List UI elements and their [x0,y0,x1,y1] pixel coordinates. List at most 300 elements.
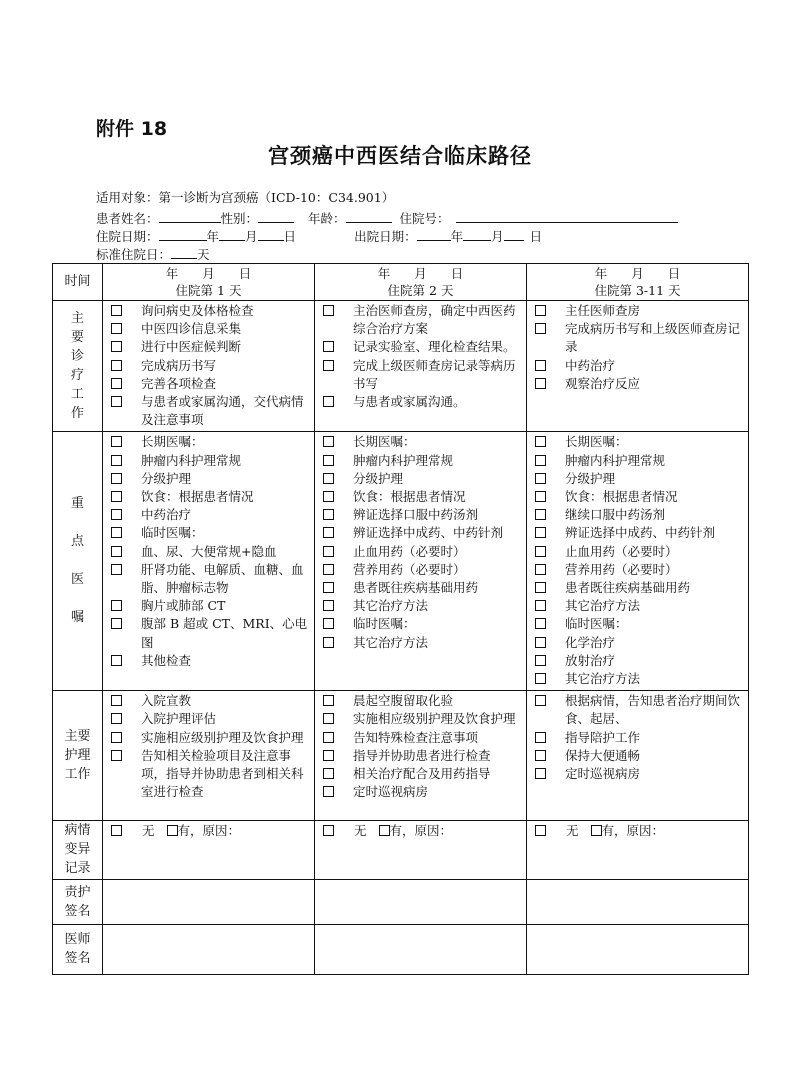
checkbox[interactable] [323,305,334,316]
checkbox[interactable] [111,491,122,502]
checklist-item [111,561,310,597]
checklist [527,691,748,785]
item-text: 辨证选择中成药、中药针剂 [565,525,716,541]
checkbox[interactable] [111,509,122,520]
item-text: 肿瘤内科护理常规 [353,452,454,468]
checkbox[interactable] [323,600,334,611]
item-text: 根据病情，告知患者治疗期间饮食、起居、 [565,693,741,727]
cell-day-3 [527,432,749,691]
signature-cell-1[interactable] [103,880,315,925]
checklist-item [535,302,744,320]
discharge-year-unit: 年 [450,229,464,244]
date-unit: 日 [450,266,464,281]
checkbox[interactable] [535,582,546,593]
checkbox[interactable] [111,564,122,575]
checklist-item [535,561,744,579]
row-header [53,432,103,691]
checklist-item [323,692,522,710]
checklist-item [111,452,310,470]
cell-day-1 [103,691,315,821]
item-text: 入院宣教 [141,693,192,709]
patient-name-label: 患者姓名： [96,211,159,226]
cell-day-2 [315,691,527,821]
checklist-item [111,615,310,651]
discharge-day-unit: 日 [529,229,543,244]
admit-year-field[interactable] [159,226,207,241]
page-title: 宫颈癌中西医结合临床路径 [268,144,532,168]
checkbox[interactable] [535,378,546,389]
checkbox[interactable] [535,732,546,743]
checklist-item [111,338,310,356]
hospital-no-label: 住院号： [399,211,450,226]
checklist-item [535,597,744,615]
variation-cell-2 [315,821,527,880]
checklist [103,691,314,803]
checkbox[interactable] [111,527,122,538]
none-label: 无 [142,823,155,839]
item-text: 营养用药（必要时） [565,561,678,577]
row-header [53,880,103,925]
item-text: 分级护理 [141,470,192,486]
checkbox-yes[interactable] [591,825,602,836]
checklist-item [535,747,744,765]
checkbox[interactable] [111,455,122,466]
checkbox[interactable] [323,527,334,538]
checklist-item [111,357,310,375]
checklist-item [111,433,310,451]
checklist-item [535,320,744,356]
checklist [315,691,526,803]
standard-days-label: 标准住院日： [96,247,172,262]
signature-cell-3[interactable] [527,925,749,975]
checkbox[interactable] [323,436,334,447]
checkbox[interactable] [111,750,122,761]
checkbox[interactable] [535,360,546,371]
item-text: 长期医嘱： [565,434,628,450]
checkbox-none[interactable] [323,825,334,836]
admit-day-field[interactable] [258,226,284,241]
checkbox[interactable] [323,396,334,407]
checkbox-yes[interactable] [379,825,390,836]
yes-reason-label: 有，原因： [601,823,665,839]
checkbox[interactable] [535,618,546,629]
item-text: 观察治疗反应 [565,375,641,391]
day-label: 住院第 3-11 天 [594,283,681,298]
item-text: 与患者或家属沟通。 [353,394,466,410]
time-header [53,264,103,301]
item-text: 定时巡视病房 [565,766,641,782]
checkbox[interactable] [111,360,122,371]
checkbox[interactable] [535,600,546,611]
checklist-item [111,302,310,320]
checkbox[interactable] [111,323,122,334]
checklist-item [111,393,310,429]
item-text: 晨起空腹留取化验 [353,693,454,709]
admit-month-field[interactable] [219,226,245,241]
day-header-3 [527,264,749,301]
checkbox[interactable] [323,491,334,502]
item-text: 继续口服中药汤剂 [565,507,666,523]
checkbox[interactable] [323,618,334,629]
discharge-day-field[interactable] [504,226,524,241]
date-unit: 月 [631,266,644,281]
checklist-item [323,393,522,411]
item-text: 止血用药（必要时） [565,543,678,559]
checkbox-none[interactable] [535,825,546,836]
checkbox[interactable] [535,473,546,484]
item-text: 与患者或家属沟通，交代病情及注意事项 [141,394,304,428]
item-text: 告知相关检验项目及注意事项，指导并协助患者到相关科室进行检查 [141,747,304,800]
nurse-signature-row [53,880,749,925]
checklist-item [323,615,522,633]
standard-days-line [96,244,756,264]
yes-reason-label: 有，原因： [389,823,453,839]
checklist-item [323,524,522,542]
checklist-item [535,634,744,652]
main-diagnosis-row [53,301,749,432]
date-unit: 月 [202,266,215,281]
date-line [315,265,526,282]
checklist-item [535,488,744,506]
checklist-item [111,506,310,524]
item-text: 保持大便通畅 [565,747,641,763]
item-text: 主治医师查房，确定中西医药综合治疗方案 [353,303,516,337]
checkbox[interactable] [323,732,334,743]
checkbox[interactable] [323,473,334,484]
checklist-item [111,692,310,710]
cell-day-1 [103,432,315,691]
item-text: 辨证选择口服中药汤剂 [353,507,479,523]
checklist-item [323,710,522,728]
checklist [527,301,748,395]
checklist-item [111,488,310,506]
item-text: 长期医嘱： [353,434,416,450]
annex-label: 附件 18 [96,118,168,140]
item-text: 放射治疗 [565,652,616,668]
checklist-item [323,488,522,506]
header-row [53,264,749,301]
variation-line [103,821,314,841]
yes-reason-label: 有，原因： [177,823,241,839]
checkbox-none[interactable] [111,825,122,836]
checkbox[interactable] [535,323,546,334]
patient-name-field[interactable] [159,208,221,223]
checklist-item [111,470,310,488]
dates-line [96,226,756,246]
checklist-item [323,357,522,393]
item-text: 长期医嘱： [141,434,204,450]
checklist [315,432,526,653]
item-text: 血、尿、大便常规+隐血 [141,543,277,559]
none-label: 无 [566,823,579,839]
checkbox[interactable] [323,750,334,761]
cell-day-2 [315,432,527,691]
checkbox[interactable] [535,564,546,575]
row-label-text: 重 点 医 嘱 [70,496,84,626]
checkbox[interactable] [111,378,122,389]
item-text: 饮食：根据患者情况 [141,489,254,505]
item-text: 患者既往疾病基础用药 [565,580,691,596]
item-text: 止血用药（必要时） [353,543,466,559]
row-header [53,691,103,821]
item-text: 其他检查 [141,652,192,668]
row-header [53,925,103,975]
checklist-item [111,747,310,802]
main-nursing-row [53,691,749,821]
checklist-item [535,729,744,747]
checkbox[interactable] [535,695,546,706]
checklist-item [323,729,522,747]
standard-days-unit: 天 [197,247,210,262]
checkbox[interactable] [111,655,122,666]
item-text: 其它治疗方法 [353,598,429,614]
checklist-item [323,506,522,524]
row-label-text: 主 要 诊 疗 工 作 [70,310,84,421]
checkbox[interactable] [323,768,334,779]
checkbox[interactable] [535,637,546,648]
checkbox[interactable] [111,305,122,316]
day-header-1 [103,264,315,301]
checklist-item [323,433,522,451]
item-text: 指导陪护工作 [565,729,641,745]
none-label: 无 [354,823,367,839]
checklist-item [535,543,744,561]
checklist-item [323,470,522,488]
item-text: 其它治疗方法 [565,671,641,687]
checkbox[interactable] [111,732,122,743]
row-label-text: 病情 变异 记录 [64,823,91,877]
signature-cell-2[interactable] [315,880,527,925]
item-text: 临时医嘱： [141,525,204,541]
checkbox[interactable] [111,473,122,484]
item-text: 入院护理评估 [141,711,217,727]
checklist-item [111,729,310,747]
signature-cell-3[interactable] [527,880,749,925]
item-text: 临时医嘱： [353,616,416,632]
day-label: 住院第 1 天 [175,283,242,298]
checklist-item [323,765,522,783]
variation-line [315,821,526,841]
checkbox[interactable] [535,509,546,520]
item-text: 主任医师查房 [565,303,641,318]
checklist-item [535,506,744,524]
cell-day-2 [315,301,527,432]
item-text: 完成上级医师查房记录等病历书写 [353,357,516,391]
item-text: 分级护理 [353,470,404,486]
item-text: 指导并协助患者进行检查 [353,747,491,763]
checklist-item [111,543,310,561]
item-text: 肝肾功能、电解质、血糖、血脂、肿瘤标志物 [141,561,304,596]
checkbox[interactable] [535,768,546,779]
checklist-item [535,452,744,470]
checklist [315,301,526,413]
checkbox[interactable] [323,341,334,352]
item-text: 实施相应级别护理及饮食护理 [353,711,516,727]
date-line [527,265,748,282]
checklist-item [323,338,522,356]
checkbox-yes[interactable] [167,825,178,836]
item-text: 记录实验室、理化检查结果。 [353,339,516,355]
day-label: 住院第 2 天 [387,283,454,298]
checkbox[interactable] [323,582,334,593]
patient-info-line [96,208,756,228]
checklist-item [535,470,744,488]
checkbox[interactable] [535,305,546,316]
checklist-item [111,524,310,542]
checkbox[interactable] [535,673,546,684]
date-unit: 年 [594,266,608,281]
key-orders-row [53,432,749,691]
checkbox[interactable] [111,396,122,407]
checklist-item [323,543,522,561]
checkbox[interactable] [323,637,334,648]
admit-month-unit: 月 [245,229,258,244]
checkbox[interactable] [111,695,122,706]
clinical-pathway-table [52,263,749,975]
gender-label: 性别： [220,211,259,226]
item-text: 肿瘤内科护理常规 [141,452,242,468]
age-field[interactable] [346,208,392,223]
item-text: 完成病历书写 [141,357,217,373]
row-header [53,301,103,432]
checkbox[interactable] [535,546,546,557]
row-header [53,821,103,880]
item-text: 定时巡视病房 [353,784,429,800]
date-unit: 月 [414,266,427,281]
item-text: 询问病史及体格检查 [141,303,254,318]
row-label-text: 主要 护理 工作 [64,728,91,782]
date-line [103,265,314,282]
checklist [527,432,748,690]
item-text: 完成病历书写和上级医师查房记录 [565,321,741,355]
checklist-item [323,561,522,579]
checklist-item [323,302,522,338]
hospital-no-field[interactable] [456,208,678,223]
checklist-item [111,652,310,670]
item-text: 患者既往疾病基础用药 [353,580,479,596]
item-text: 完善各项检查 [141,375,217,391]
item-text: 胸片或肺部 CT [141,598,226,614]
checkbox[interactable] [323,455,334,466]
checklist-item [535,524,744,542]
checkbox[interactable] [111,600,122,611]
checkbox[interactable] [535,655,546,666]
checklist-item [323,747,522,765]
checkbox[interactable] [535,491,546,502]
checklist-item [323,783,522,801]
variation-row [53,821,749,880]
checklist-item [535,652,744,670]
admit-year-unit: 年 [206,229,220,244]
applicable-line: 适用对象：第一诊断为宫颈癌（ICD-10：C34.901） [96,190,395,205]
item-text: 进行中医症候判断 [141,339,242,355]
checkbox[interactable] [323,509,334,520]
date-unit: 日 [238,266,252,281]
checklist-item [535,357,744,375]
item-text: 肿瘤内科护理常规 [565,452,666,468]
checkbox[interactable] [535,436,546,447]
checklist-item [535,670,744,688]
checkbox[interactable] [535,527,546,538]
item-text: 中药治疗 [565,357,616,373]
variation-cell-3 [527,821,749,880]
checklist-item [111,320,310,338]
admit-date-label: 住院日期： [96,229,159,244]
cell-day-1 [103,301,315,432]
checkbox[interactable] [323,713,334,724]
date-unit: 年 [165,266,179,281]
checklist-item [323,597,522,615]
variation-line [527,821,748,841]
row-label-text: 责护 签名 [64,884,91,919]
checklist-item [323,452,522,470]
checkbox[interactable] [111,713,122,724]
item-text: 饮食：根据患者情况 [565,489,678,505]
item-text: 临时医嘱： [565,616,628,632]
checkbox[interactable] [111,618,122,629]
checklist-item [535,765,744,783]
checklist-item [535,375,744,393]
checklist-item [111,597,310,615]
checkbox[interactable] [111,341,122,352]
item-text: 中药治疗 [141,507,192,523]
discharge-date-label: 出院日期： [354,229,417,244]
checkbox[interactable] [111,436,122,447]
time-label: 时间 [64,274,91,289]
checklist-item [535,692,744,728]
item-text: 饮食：根据患者情况 [353,489,466,505]
item-text: 告知特殊检查注意事项 [353,729,479,745]
item-text: 中医四诊信息采集 [141,321,242,337]
standard-days-field[interactable] [171,244,197,259]
item-text: 营养用药（必要时） [353,561,466,577]
discharge-year-field[interactable] [417,226,451,241]
checkbox[interactable] [323,786,334,797]
item-text: 分级护理 [565,470,616,486]
checklist [103,432,314,672]
checkbox[interactable] [323,564,334,575]
item-text: 实施相应级别护理及饮食护理 [141,729,304,745]
checklist-item [535,433,744,451]
date-unit: 日 [667,266,681,281]
date-unit: 年 [377,266,391,281]
doctor-signature-row [53,925,749,975]
checkbox[interactable] [323,360,334,371]
discharge-month-field[interactable] [463,226,491,241]
checkbox[interactable] [323,695,334,706]
gender-field[interactable] [258,208,294,223]
item-text: 腹部 B 超或 CT、MRI、心电图 [141,616,308,650]
item-text: 辨证选择中成药、中药针剂 [353,525,504,541]
checklist-item [535,579,744,597]
item-text: 其它治疗方法 [565,598,641,614]
checkbox[interactable] [535,750,546,761]
checklist-item [535,615,744,633]
variation-cell-1 [103,821,315,880]
checklist-item [111,710,310,728]
signature-cell-2[interactable] [315,925,527,975]
item-text: 其它治疗方法 [353,634,429,650]
cell-day-3 [527,301,749,432]
admit-day-unit: 日 [283,229,297,244]
signature-cell-1[interactable] [103,925,315,975]
checkbox[interactable] [111,546,122,557]
checklist [103,301,314,431]
checkbox[interactable] [535,455,546,466]
checkbox[interactable] [323,546,334,557]
cell-day-3 [527,691,749,821]
discharge-month-unit: 月 [491,229,504,244]
